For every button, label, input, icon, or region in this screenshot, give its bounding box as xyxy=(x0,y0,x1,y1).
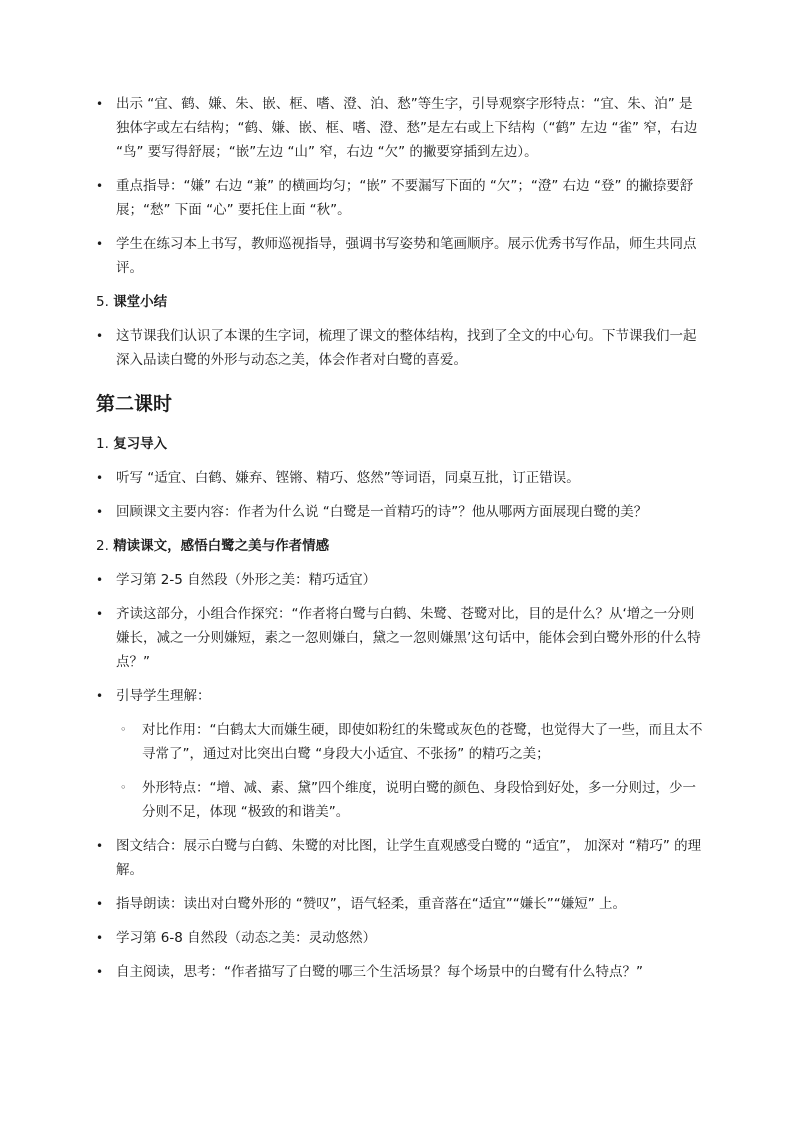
bullet-icon: • xyxy=(96,573,104,587)
list-item xyxy=(96,834,704,882)
reading-list xyxy=(96,568,704,984)
bullet-icon: • xyxy=(96,931,104,945)
bullet-icon: • xyxy=(96,607,104,621)
list-item-text: 学习第 6-8 自然段（动态之美：灵动悠然） xyxy=(116,930,377,946)
character-writing-list xyxy=(96,92,704,280)
bullet-icon: • xyxy=(96,505,104,519)
sub-list-item-text: 外形特点：“增、减、素、黛”四个维度，说明白鹭的颜色、身段恰到好处，多一分则过，少一分则不足，体现 “极致的和谐美”。 xyxy=(142,780,696,820)
section-title: 复习导入 xyxy=(113,436,168,452)
list-item xyxy=(96,960,704,984)
section-number: 5. xyxy=(96,294,109,310)
list-item-text: 学生在练习本上书写，教师巡视指导，强调书写姿势和笔画顺序。展示优秀书写作品，师生共同点评。 xyxy=(116,236,697,276)
list-item xyxy=(96,892,704,916)
list-item xyxy=(96,466,704,490)
list-item-text: 指导朗读：读出对白鹭外形的 “赞叹”，语气轻柔，重音落在“适宜”“嫌长”“嫌短” 上。 xyxy=(116,896,627,912)
list-item-text: 听写 “适宜、白鹤、嫌弃、铿锵、精巧、悠然”等词语，同桌互批，订正错误。 xyxy=(116,470,580,486)
sub-list-item xyxy=(96,718,704,766)
review-list xyxy=(96,466,704,524)
list-item xyxy=(96,684,704,708)
list-item-text: 出示 “宜、鹤、嫌、朱、嵌、框、嗜、澄、泊、愁”等生字，引导观察字形特点：“宜、朱、泊” 是独体字或左右结构；“鹤、嫌、嵌、框、嗜、澄、愁”是左右或上下结构（“鹤” 左边 “雀” 窄，右边 “鸟” 要写得舒展；“嵌”左边 “山” 窄，右边 “欠” 的撇要穿插到左边）。 xyxy=(116,96,698,160)
section-heading-review xyxy=(96,432,704,456)
section-heading-summary xyxy=(96,290,704,314)
bullet-icon: • xyxy=(96,179,104,193)
section-number: 2. xyxy=(96,538,109,554)
sub-list-item xyxy=(96,776,704,824)
section-heading-reading xyxy=(96,534,704,558)
list-item xyxy=(96,324,704,372)
section-number: 1. xyxy=(96,436,109,452)
list-item-text: 自主阅读，思考：“作者描写了白鹭的哪三个生活场景？每个场景中的白鹭有什么特点？” xyxy=(116,964,643,980)
section-title: 课堂小结 xyxy=(113,294,168,310)
circle-bullet-icon: ◦ xyxy=(120,723,127,736)
bullet-icon: • xyxy=(96,237,104,251)
bullet-icon: • xyxy=(96,839,104,853)
sub-list-item-text: 对比作用：“白鹤太大而嫌生硬，即使如粉红的朱鹭或灰色的苍鹭，也觉得大了一些，而且太不寻常了”，通过对比突出白鹭 “身段大小适宜、不张扬” 的精巧之美； xyxy=(142,722,703,762)
list-item xyxy=(96,926,704,950)
list-item xyxy=(96,232,704,280)
bullet-icon: • xyxy=(96,471,104,485)
bullet-icon: • xyxy=(96,329,104,343)
circle-bullet-icon: ◦ xyxy=(120,781,127,794)
list-item-text: 学习第 2-5 自然段（外形之美：精巧适宜） xyxy=(116,572,377,588)
bullet-icon: • xyxy=(96,97,104,111)
list-item xyxy=(96,92,704,164)
lesson-title: 第二课时 xyxy=(96,393,173,415)
bullet-icon: • xyxy=(96,965,104,979)
list-item xyxy=(96,602,704,674)
section-title: 精读课文，感悟白鹭之美与作者情感 xyxy=(113,538,330,554)
list-item-text: 重点指导：“嫌” 右边 “兼” 的横画均匀；“嵌” 不要漏写下面的 “欠”；“澄” 右边 “登” 的撇捺要舒展；“愁” 下面 “心” 要托住上面 “秋”。 xyxy=(116,178,694,218)
bullet-icon: • xyxy=(96,897,104,911)
list-item-text: 图文结合：展示白鹭与白鹤、朱鹭的对比图，让学生直观感受白鹭的 “适宜”， 加深对 “精巧” 的理解。 xyxy=(116,838,702,878)
bullet-icon: • xyxy=(96,689,104,703)
list-item xyxy=(96,500,704,524)
list-item xyxy=(96,174,704,222)
list-item-text: 这节课我们认识了本课的生字词，梳理了课文的整体结构，找到了全文的中心句。下节课我们一起深入品读白鹭的外形与动态之美，体会作者对白鹭的喜爱。 xyxy=(116,328,697,368)
list-item-text: 齐读这部分，小组合作探究：“作者将白鹭与白鹤、朱鹭、苍鹭对比，目的是什么？从‘增之一分则嫌长，减之一分则嫌短，素之一忽则嫌白，黛之一忽则嫌黑’这句话中，能体会到白鹭外形的什么特点？” xyxy=(116,606,701,670)
summary-list xyxy=(96,324,704,372)
list-item-text: 引导学生理解： xyxy=(116,688,211,704)
list-item xyxy=(96,568,704,592)
list-item-text: 回顾课文主要内容：作者为什么说 “白鹭是一首精巧的诗”？他从哪两方面展现白鹭的美？ xyxy=(116,504,648,520)
